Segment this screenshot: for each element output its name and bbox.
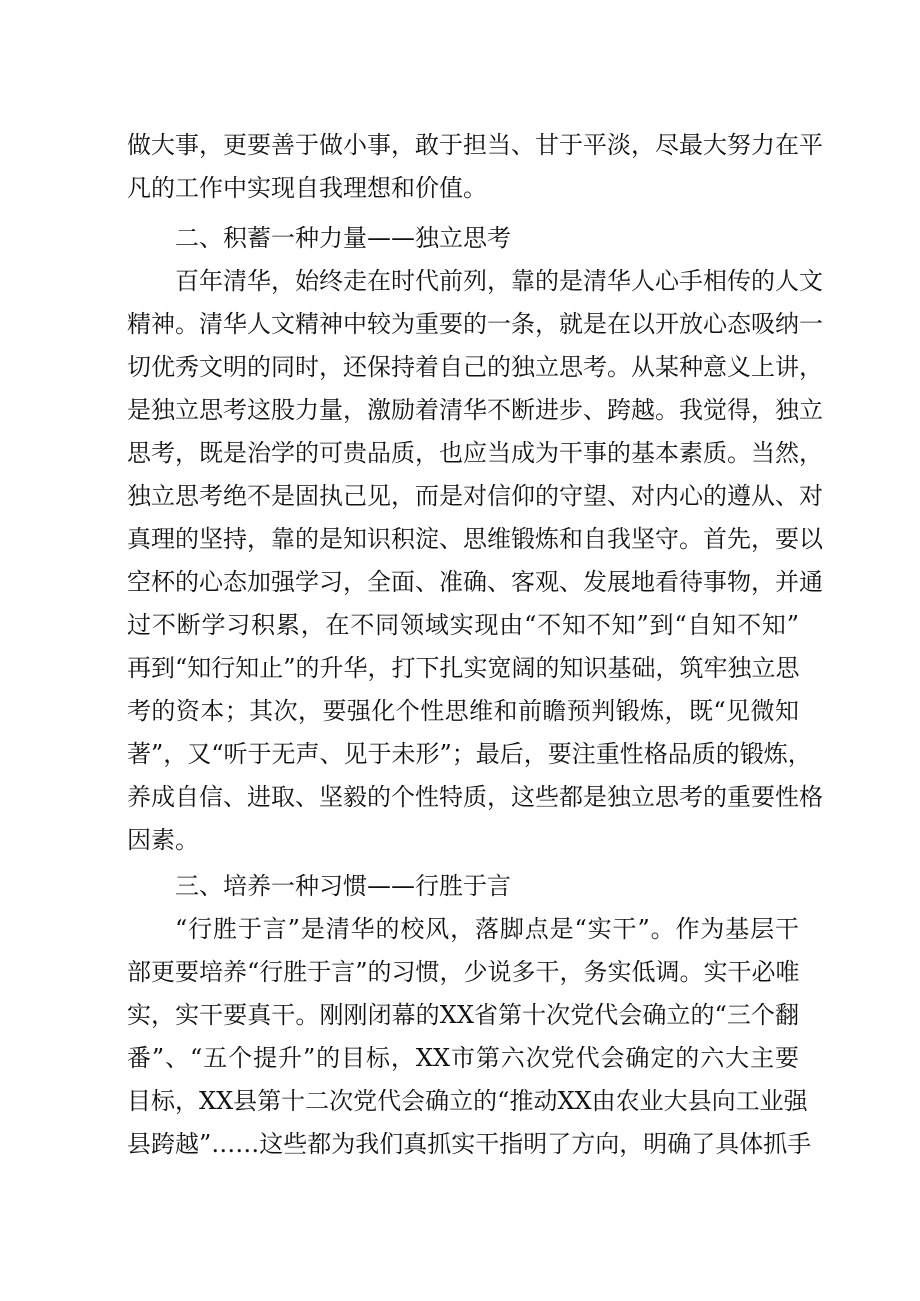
paragraph-line: 因素。: [127, 826, 199, 854]
paragraph-line: 凡的工作中实现自我理想和价值。: [127, 174, 487, 202]
paragraph-line: 做大事，更要善于做小事，敢于担当、甘于平淡，尽最大努力在平: [127, 131, 823, 159]
paragraph-line: 考的资本；其次，要强化个性思维和前瞻预判锻炼，既“见微知: [127, 697, 799, 725]
paragraph-line: 养成自信、进取、坚毅的个性特质，这些都是独立思考的重要性格: [127, 783, 823, 811]
paragraph-line: 过不断学习积累，在不同领域实现由“不知不知”到“自知不知”: [127, 611, 799, 639]
section-heading: 三、培养一种习惯——行胜于言: [175, 872, 511, 900]
paragraph-line: 目标，XX县第十二次党代会确立的“推动XX由农业大县向工业强: [127, 1087, 808, 1115]
paragraph-line: 县跨越”……这些都为我们真抓实干指明了方向，明确了具体抓手: [127, 1130, 812, 1158]
paragraph-line: 番”、“五个提升”的目标，XX市第六次党代会确定的六大主要: [127, 1044, 799, 1072]
paragraph-line: 思考，既是治学的可贵品质，也应当成为干事的基本素质。当然，: [127, 439, 823, 467]
paragraph-line: 空杯的心态加强学习，全面、准确、客观、发展地看待事物，并通: [127, 568, 823, 596]
paragraph-line: 部更要培养“行胜于言”的习惯，少说多干，务实低调。实干必唯: [127, 958, 800, 986]
paragraph-line: 真理的坚持，靠的是知识积淀、思维锻炼和自我坚守。首先，要以: [127, 525, 823, 553]
paragraph-line: 切优秀文明的同时，还保持着自己的独立思考。从某种意义上讲，: [127, 353, 823, 381]
paragraph-line: 精神。清华人文精神中较为重要的一条，就是在以开放心态吸纳一: [127, 310, 823, 338]
paragraph-line: 再到“知行知止”的升华，打下扎实宽阔的知识基础，筑牢独立思: [127, 654, 800, 682]
paragraph-line: “行胜于言”是清华的校风，落脚点是“实干”。作为基层干: [175, 915, 799, 943]
paragraph-line: 独立思考绝不是固执己见，而是对信仰的守望、对内心的遵从、对: [127, 482, 823, 510]
paragraph-line: 是独立思考这股力量，激励着清华不断进步、跨越。我觉得，独立: [127, 396, 823, 424]
paragraph-line: 百年清华，始终走在时代前列，靠的是清华人心手相传的人文: [175, 267, 823, 295]
paragraph-line: 实，实干要真干。刚刚闭幕的XX省第十次党代会确立的“三个翻: [127, 1001, 799, 1029]
section-heading: 二、积蓄一种力量——独立思考: [175, 224, 511, 252]
paragraph-line: 著”，又“听于无声、见于未形”；最后，要注重性格品质的锻炼，: [127, 740, 812, 768]
